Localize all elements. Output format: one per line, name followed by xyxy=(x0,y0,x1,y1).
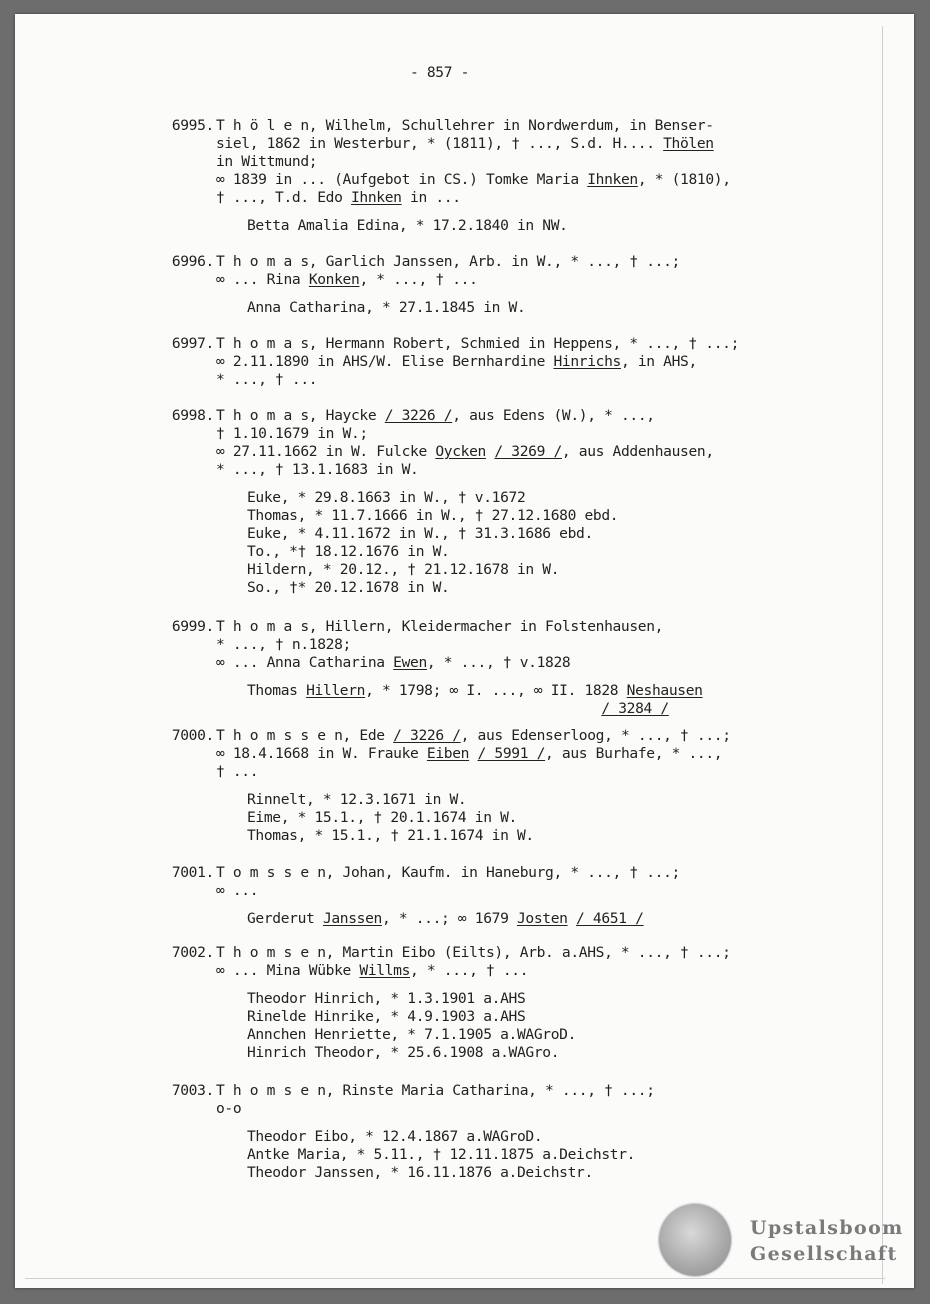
text-run: Betta Amalia Edina, * 17.2.1840 in NW. xyxy=(247,217,568,234)
entry-line xyxy=(216,407,876,425)
children-list xyxy=(216,1128,876,1182)
children-list xyxy=(216,489,876,597)
underlined-text: Thölen xyxy=(663,135,714,152)
child-line xyxy=(247,525,876,543)
text-run: in ... xyxy=(401,189,461,206)
text-run: , * ..., † ... xyxy=(410,962,529,979)
child-line xyxy=(247,489,876,507)
entry-line xyxy=(216,1100,876,1118)
text-run: ∞ ... xyxy=(216,882,259,899)
child-line xyxy=(247,561,876,579)
child-line xyxy=(247,827,876,845)
child-line xyxy=(247,1146,876,1164)
text-run: T h o m a s, Hillern, Kleidermacher in Folstenhausen, xyxy=(216,618,664,635)
text-run xyxy=(568,910,576,927)
entry-line xyxy=(216,443,876,461)
underlined-text: / 4651 / xyxy=(576,910,644,927)
child-line xyxy=(247,543,876,561)
entry-line xyxy=(216,271,876,289)
text-run: Antke Maria, * 5.11., † 12.11.1875 a.Deichstr. xyxy=(247,1146,636,1163)
child-line xyxy=(247,910,876,928)
underlined-text: Ewen xyxy=(393,654,427,671)
text-run: ∞ 18.4.1668 in W. Frauke xyxy=(216,745,427,762)
text-run: Thomas xyxy=(247,682,307,699)
child-line xyxy=(247,990,876,1008)
entry-line xyxy=(216,461,876,479)
text-run: * ..., † 13.1.1683 in W. xyxy=(216,461,419,478)
text-run: T h o m s s e n, Ede xyxy=(216,727,394,744)
text-run: So., †* 20.12.1678 in W. xyxy=(247,579,450,596)
text-run: , * ..., † v.1828 xyxy=(426,654,571,671)
underlined-text: Josten xyxy=(516,910,568,927)
child-line xyxy=(247,682,876,700)
entry-body xyxy=(216,864,876,928)
underlined-text: Janssen xyxy=(322,910,382,927)
child-line xyxy=(247,579,876,597)
text-run: Eime, * 15.1., † 20.1.1674 in W. xyxy=(247,809,517,826)
child-line xyxy=(247,1044,876,1062)
underlined-text: Neshausen xyxy=(626,682,703,699)
text-run: T h o m s e n, Martin Eibo (Eilts), Arb. a.AHS, * ..., † ...; xyxy=(216,944,731,961)
entry-line xyxy=(216,745,876,763)
text-run: ∞ ... Anna Catharina xyxy=(216,654,394,671)
text-run: Euke, * 4.11.1672 in W., † 31.3.1686 ebd. xyxy=(247,525,593,542)
entry-line xyxy=(216,727,876,745)
text-run: T h o m a s, Garlich Janssen, Arb. in W., * ..., † ...; xyxy=(216,253,680,270)
logo-line-2: Gesellschaft xyxy=(750,1243,898,1265)
entry-body xyxy=(216,1082,876,1182)
entry-number: 7000. xyxy=(171,727,214,744)
children-list xyxy=(216,791,876,845)
underlined-text: Eiben xyxy=(426,745,470,762)
text-run: T h ö l e n, Wilhelm, Schullehrer in Nordwerdum, in Benser- xyxy=(216,117,714,134)
text-run: siel, 1862 in Westerbur, * (1811), † ..., S.d. H.... xyxy=(216,135,664,152)
underlined-text: Ihnken xyxy=(350,189,402,206)
text-run: To., *† 18.12.1676 in W. xyxy=(247,543,450,560)
text-run xyxy=(247,700,601,717)
entry-line xyxy=(216,962,876,980)
child-line xyxy=(247,791,876,809)
entry-line xyxy=(216,153,876,171)
entry-line xyxy=(216,864,876,882)
text-run: Thomas, * 15.1., † 21.1.1674 in W. xyxy=(247,827,534,844)
text-run: Thomas, * 11.7.1666 in W., † 27.12.1680 ebd. xyxy=(247,507,619,524)
text-run: Theodor Hinrich, * 1.3.1901 a.AHS xyxy=(247,990,526,1007)
entry-line xyxy=(216,618,876,636)
text-run: ∞ 1839 in ... (Aufgebot in CS.) Tomke Maria xyxy=(216,171,588,188)
entry-line xyxy=(216,335,876,353)
entry-body xyxy=(216,253,876,317)
entry-body xyxy=(216,335,876,389)
entry-line xyxy=(216,425,876,443)
entry-line xyxy=(216,135,876,153)
page-number: - 857 - xyxy=(410,64,470,81)
underlined-text: Ihnken xyxy=(587,171,638,188)
entry-line xyxy=(216,117,876,135)
text-run: ∞ 27.11.1662 in W. Fulcke xyxy=(216,443,436,460)
entry-number: 6996. xyxy=(171,253,214,270)
underlined-text: / 3284 / xyxy=(601,700,669,717)
text-run: Hinrich Theodor, * 25.6.1908 a.WAGro. xyxy=(247,1044,560,1061)
entry-line xyxy=(216,944,876,962)
text-run: , aus Addenhausen, xyxy=(561,443,714,460)
children-list xyxy=(216,217,876,235)
underlined-text: Konken xyxy=(308,271,360,288)
text-run: , * ...; ∞ 1679 xyxy=(382,910,517,927)
entry-line xyxy=(216,1082,876,1100)
entry-line xyxy=(216,763,876,781)
text-run: Theodor Eibo, * 12.4.1867 a.WAGroD. xyxy=(247,1128,543,1145)
text-run: Rinelde Hinrike, * 4.9.1903 a.AHS xyxy=(247,1008,526,1025)
text-run: Anna Catharina, * 27.1.1845 in W. xyxy=(247,299,526,316)
text-run: T h o m a s, Hermann Robert, Schmied in Heppens, * ..., † ...; xyxy=(216,335,740,352)
entry-number: 6998. xyxy=(171,407,214,424)
text-run xyxy=(469,745,477,762)
text-run: † 1.10.1679 in W.; xyxy=(216,425,368,442)
text-run: , aus Edens (W.), * ..., xyxy=(452,407,655,424)
text-run: ∞ ... Mina Wübke xyxy=(216,962,360,979)
text-run: T h o m s e n, Rinste Maria Catharina, * ..., † ...; xyxy=(216,1082,655,1099)
entry-number: 6995. xyxy=(171,117,214,134)
text-run: † ... xyxy=(216,763,259,780)
child-line xyxy=(247,809,876,827)
entry-number: 7001. xyxy=(171,864,214,881)
entry-body xyxy=(216,117,876,235)
child-line xyxy=(247,507,876,525)
text-run: , * 1798; ∞ I. ..., ∞ II. 1828 xyxy=(365,682,627,699)
child-line xyxy=(247,1008,876,1026)
logo-line-1: Upstalsboom xyxy=(750,1217,904,1239)
text-run: Gerderut xyxy=(247,910,323,927)
entry-line xyxy=(216,353,876,371)
text-run: o-o xyxy=(216,1100,242,1117)
children-list xyxy=(216,299,876,317)
entry-body xyxy=(216,618,876,718)
text-run: * ..., † n.1828; xyxy=(216,636,351,653)
entry-line xyxy=(216,654,876,672)
children-list xyxy=(216,682,876,718)
child-line xyxy=(247,217,876,235)
document-page xyxy=(15,14,914,1288)
underlined-text: Willms xyxy=(359,962,411,979)
entry-line xyxy=(216,171,876,189)
underlined-text: / 3226 / xyxy=(384,407,453,424)
society-seal-logo xyxy=(659,1204,731,1276)
page-border-right xyxy=(882,26,883,1284)
entry-line xyxy=(216,371,876,389)
entry-body xyxy=(216,944,876,1062)
entry-number: 7002. xyxy=(171,944,214,961)
text-run: , * (1810), xyxy=(637,171,731,188)
underlined-text: / 3226 / xyxy=(393,727,461,744)
text-run: , aus Edenserloog, * ..., † ...; xyxy=(460,727,731,744)
underlined-text: Hinrichs xyxy=(553,353,621,370)
entry-line xyxy=(216,253,876,271)
children-list xyxy=(216,910,876,928)
text-run: Annchen Henriette, * 7.1.1905 a.WAGroD. xyxy=(247,1026,577,1043)
underlined-text: Hillern xyxy=(306,682,366,699)
text-run: , * ..., † ... xyxy=(359,271,478,288)
text-run: T h o m a s, Haycke xyxy=(216,407,385,424)
child-line xyxy=(247,299,876,317)
underlined-text: Oycken xyxy=(435,443,486,460)
entry-body xyxy=(216,727,876,845)
text-run: ∞ ... Rina xyxy=(216,271,309,288)
text-run: Hildern, * 20.12., † 21.12.1678 in W. xyxy=(247,561,560,578)
entry-number: 6997. xyxy=(171,335,214,352)
entry-body xyxy=(216,407,876,597)
underlined-text: / 5991 / xyxy=(477,745,546,762)
underlined-text: / 3269 / xyxy=(494,443,562,460)
text-run: * ..., † ... xyxy=(216,371,318,388)
text-run: Rinnelt, * 12.3.1671 in W. xyxy=(247,791,467,808)
text-run: T o m s s e n, Johan, Kaufm. in Haneburg, * ..., † ...; xyxy=(216,864,680,881)
text-run: in Wittmund; xyxy=(216,153,318,170)
entry-number: 6999. xyxy=(171,618,214,635)
text-run: Theodor Janssen, * 16.11.1876 a.Deichstr. xyxy=(247,1164,593,1181)
child-line xyxy=(247,1026,876,1044)
child-line xyxy=(247,700,876,718)
text-run: ∞ 2.11.1890 in AHS/W. Elise Bernhardine xyxy=(216,353,554,370)
page-border-bottom xyxy=(25,1278,885,1279)
children-list xyxy=(216,990,876,1062)
entry-line xyxy=(216,636,876,654)
entry-line xyxy=(216,882,876,900)
text-run: , in AHS, xyxy=(620,353,697,370)
text-run: , aus Burhafe, * ..., xyxy=(545,745,723,762)
child-line xyxy=(247,1128,876,1146)
text-run: † ..., T.d. Edo xyxy=(216,189,351,206)
child-line xyxy=(247,1164,876,1182)
entry-line xyxy=(216,189,876,207)
text-run: Euke, * 29.8.1663 in W., † v.1672 xyxy=(247,489,526,506)
entry-number: 7003. xyxy=(171,1082,214,1099)
